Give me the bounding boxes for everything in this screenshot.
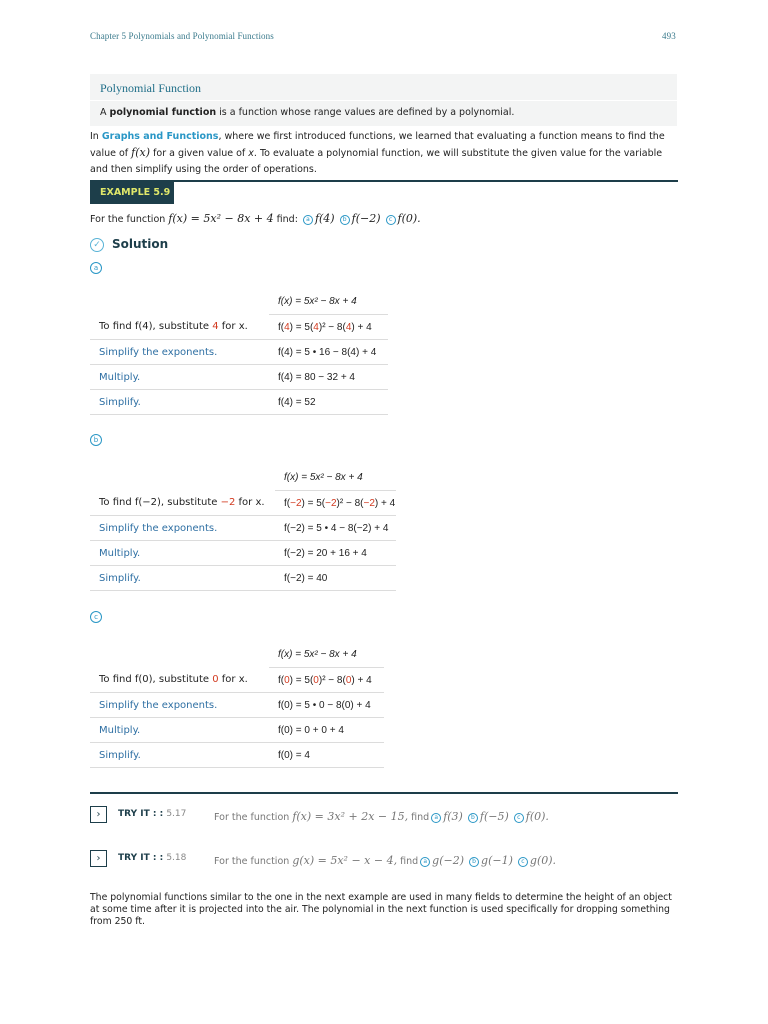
step-expression: f(−2) = 20 + 16 + 4 (275, 541, 396, 566)
intro-paragraph: In Graphs and Functions, where we first introduced functions, we learned that evaluating a function means to find the value of f(x) for a given value of x. To evaluate a polynomial function, we will substitute the given value for the variable and then simplify using the order of operations. (90, 131, 665, 175)
step-label: Simplify the exponents. (90, 516, 275, 541)
definition-text: A polynomial function is a function whose range values are defined by a polynomial. (100, 107, 515, 118)
try-it-label: TRY IT : : 5.18 (118, 853, 187, 863)
chapter-header: Chapter 5 Polynomials and Polynomial Functions (90, 31, 274, 41)
step-expression: f(4) = 5 • 16 − 8(4) + 4 (269, 340, 388, 365)
step-label: Simplify the exponents. (90, 340, 269, 365)
step-label: Multiply. (90, 718, 269, 743)
example-rule (90, 180, 678, 182)
chevron-right-icon[interactable]: › (90, 850, 107, 867)
closing-paragraph: The polynomial functions similar to the one in the next example are used in many fields to determine the height of an object at some time after it is projected into the air. The polynomial in the next function is used specifically for dropping something from 250 ft. (90, 892, 672, 927)
step-label: To find f(−2), substitute −2 for x. (90, 491, 275, 516)
step-label: Multiply. (90, 541, 275, 566)
step-expression: f(−2) = 40 (275, 566, 396, 591)
try-it-problem: For the function g(x) = 5x² − x − 4, find a g(−2) b g(−1) c g(0). (214, 854, 557, 867)
part-c-icon: c (386, 215, 396, 225)
definition-title: Polynomial Function (100, 81, 202, 95)
step-expression: f(0) = 4 (269, 743, 384, 768)
step-label: Simplify the exponents. (90, 693, 269, 718)
definition-divider (90, 100, 677, 101)
step-expression: f(−2) = 5(−2)² − 8(−2) + 4 (275, 491, 396, 516)
step-label: Multiply. (90, 365, 269, 390)
solution-label: Solution (112, 237, 169, 251)
example-function: f(x) = 5x² − 8x + 4 (168, 212, 274, 225)
step-expression: f(−2) = 5 • 4 − 8(−2) + 4 (275, 516, 396, 541)
try-it-label: TRY IT : : 5.17 (118, 809, 187, 819)
part-a-marker-icon: a (90, 262, 102, 274)
step-label: Simplify. (90, 743, 269, 768)
definition-term: polynomial function (109, 107, 217, 118)
part-a-icon: a (303, 215, 313, 225)
part-c-marker-icon: c (90, 611, 102, 623)
example-problem: For the function f(x) = 5x² − 8x + 4 find: a f(4) b f(−2) c f(0). (90, 212, 421, 225)
try-it-problem: For the function f(x) = 3x² + 2x − 15, find a f(3) b f(−5) c f(0). (214, 810, 549, 823)
part-a-table (90, 288, 388, 415)
page-number: 493 (662, 31, 676, 41)
step-label: To find f(4), substitute 4 for x. (90, 315, 269, 340)
definition-box (90, 74, 677, 126)
step-expression: f(0) = 0 + 0 + 4 (269, 718, 384, 743)
example-end-rule (90, 792, 678, 794)
step-label: Simplify. (90, 566, 275, 591)
part-c-table (90, 641, 384, 768)
chevron-right-icon[interactable]: › (90, 806, 107, 823)
step-label: To find f(0), substitute 0 for x. (90, 668, 269, 693)
header-expression: f(x) = 5x² − 8x + 4 (269, 288, 388, 315)
part-b-marker-icon: b (90, 434, 102, 446)
step-expression: f(0) = 5(0)² − 8(0) + 4 (269, 668, 384, 693)
step-expression: f(4) = 52 (269, 390, 388, 415)
header-expression: f(x) = 5x² − 8x + 4 (275, 464, 396, 491)
step-expression: f(4) = 80 − 32 + 4 (269, 365, 388, 390)
header-expression: f(x) = 5x² − 8x + 4 (269, 641, 384, 668)
step-expression: f(0) = 5 • 0 − 8(0) + 4 (269, 693, 384, 718)
part-b-icon: b (340, 215, 350, 225)
step-label: Simplify. (90, 390, 269, 415)
part-b-table (90, 464, 396, 591)
graphs-and-functions-link[interactable]: Graphs and Functions (101, 131, 219, 142)
step-expression: f(4) = 5(4)² − 8(4) + 4 (269, 315, 388, 340)
example-tag: EXAMPLE 5.9 (90, 181, 174, 204)
check-circle-icon: ✓ (90, 238, 104, 252)
